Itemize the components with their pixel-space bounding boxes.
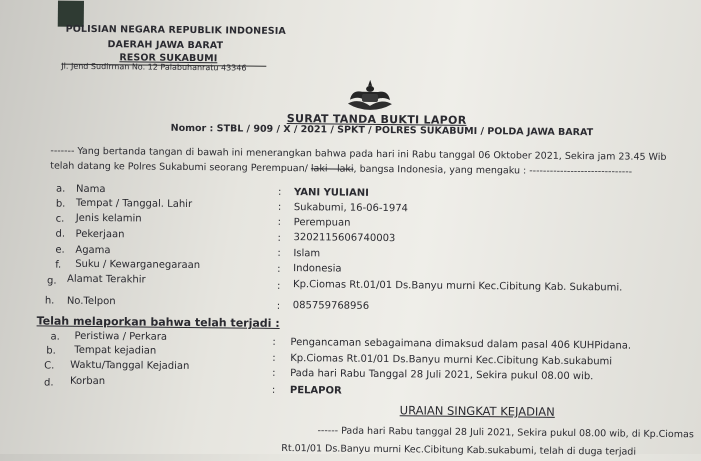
- identity-key: h.: [44, 295, 55, 307]
- identity-key: d.: [55, 228, 66, 240]
- report-value: PELAPOR: [289, 385, 342, 397]
- identity-value: Indonesia: [293, 263, 342, 275]
- document-number: Nomor : STBL / 909 / X / 2021 / SPKT / POLRES SUKABUMI / POLDA JAWA BARAT: [170, 122, 594, 139]
- identity-value: Sukabumi, 16-06-1974: [293, 202, 409, 215]
- report-key: C.: [44, 360, 55, 372]
- separator: :: [277, 247, 281, 259]
- identity-value: Perempuan: [293, 217, 351, 229]
- intro-line-2: [50, 161, 632, 178]
- report-value: Kp.Ciomas Rt.01/01 Ds.Banyu murni Kec.Cibitung Kab.sukabumi: [290, 353, 613, 368]
- header-region: DAERAH JAWA BARAT: [107, 39, 224, 52]
- report-label: Korban: [69, 375, 106, 388]
- police-emblem-icon: [342, 78, 398, 117]
- report-value: Pengancaman sebagaimana dimaksud dalam pasal 406 KUHPidana.: [290, 337, 632, 352]
- report-key: a.: [50, 331, 60, 343]
- uraian-heading: URAIAN SINGKAT KEJADIAN: [399, 403, 555, 419]
- report-label: Waktu/Tanggal Kejadian: [70, 359, 190, 373]
- document-title: SURAT TANDA BUKTI LAPOR: [286, 112, 467, 127]
- uraian-line-1: ------ Pada hari Rabu tanggal 28 Juli 2021, Sekira pukul 08.00 wib, di Kp.Ciomas: [317, 425, 694, 441]
- identity-label: No.Telpon: [66, 295, 116, 308]
- identity-key: e.: [55, 244, 65, 256]
- identity-value: 085759768956: [292, 300, 370, 312]
- identity-label: Nama: [75, 183, 106, 196]
- report-key: d.: [43, 377, 54, 389]
- report-key: b.: [46, 345, 56, 357]
- identity-label: Tempat / Tanggal. Lahir: [75, 197, 193, 211]
- separator: :: [277, 232, 281, 244]
- intro-line-2b: , bangsa Indonesia, yang mengaku : ------------------------------: [353, 163, 633, 178]
- uraian-line-2: Rt.01/01 Ds.Banyu murni Kec.Cibitung Kab.sukabumi, telah di duga terjadi: [281, 442, 637, 458]
- identity-key: c.: [55, 213, 65, 225]
- separator: :: [272, 336, 276, 348]
- separator: :: [277, 216, 282, 228]
- identity-label: Pekerjaan: [75, 228, 125, 241]
- report-label: Peristiwa / Perkara: [74, 330, 168, 343]
- identity-key: b.: [55, 198, 66, 210]
- intro-line-2a: telah datang ke Polres Sukabumi seorang Perempuan/: [50, 160, 311, 175]
- identity-label: Agama: [75, 244, 111, 257]
- identity-value: 3202115606740003: [293, 232, 396, 245]
- report-value: Pada hari Rabu Tanggal 28 Juli 2021, Sekira pukul 08.00 wib.: [290, 368, 594, 383]
- identity-label: Alamat Terakhir: [67, 273, 146, 286]
- header-resor: RESOR SUKABUMI: [119, 52, 218, 65]
- identity-label: Suku / Kewarganegaraan: [75, 258, 201, 272]
- separator: :: [277, 263, 281, 275]
- identity-key: g.: [47, 275, 57, 287]
- intro-struck-text: laki - laki: [310, 163, 354, 175]
- header-address: Jl. Jend Sudirman No. 12 Palabuhanratu 43346: [61, 61, 247, 73]
- separator: :: [272, 367, 276, 379]
- separator: :: [277, 186, 282, 198]
- identity-value: YANI YULIANI: [293, 187, 369, 199]
- header-institution: POLISIAN NEGARA REPUBLIK INDONESIA: [65, 23, 286, 37]
- identity-value: Islam: [293, 248, 321, 260]
- identity-key: f.: [55, 259, 62, 271]
- separator: :: [277, 201, 282, 213]
- identity-key: a.: [55, 183, 66, 195]
- report-label: Tempat kejadian: [74, 344, 157, 357]
- separator: :: [272, 352, 276, 364]
- intro-line-1: ------- Yang bertanda tangan di bawah ini menerangkan bahwa pada hari ini Rabu tanggal 06 Oktober 2021, Sekira jam 23.45 Wib: [50, 145, 667, 163]
- identity-label: Jenis kelamin: [75, 212, 142, 225]
- separator: :: [276, 280, 281, 292]
- report-section-heading: Telah melaporkan bahwa telah terjadi :: [36, 314, 280, 330]
- identity-value: Kp.Ciomas Rt.01/01 Ds.Banyu murni Kec.Cibitung Kab. Sukabumi.: [292, 279, 623, 294]
- separator: :: [276, 300, 281, 312]
- separator: :: [271, 384, 276, 396]
